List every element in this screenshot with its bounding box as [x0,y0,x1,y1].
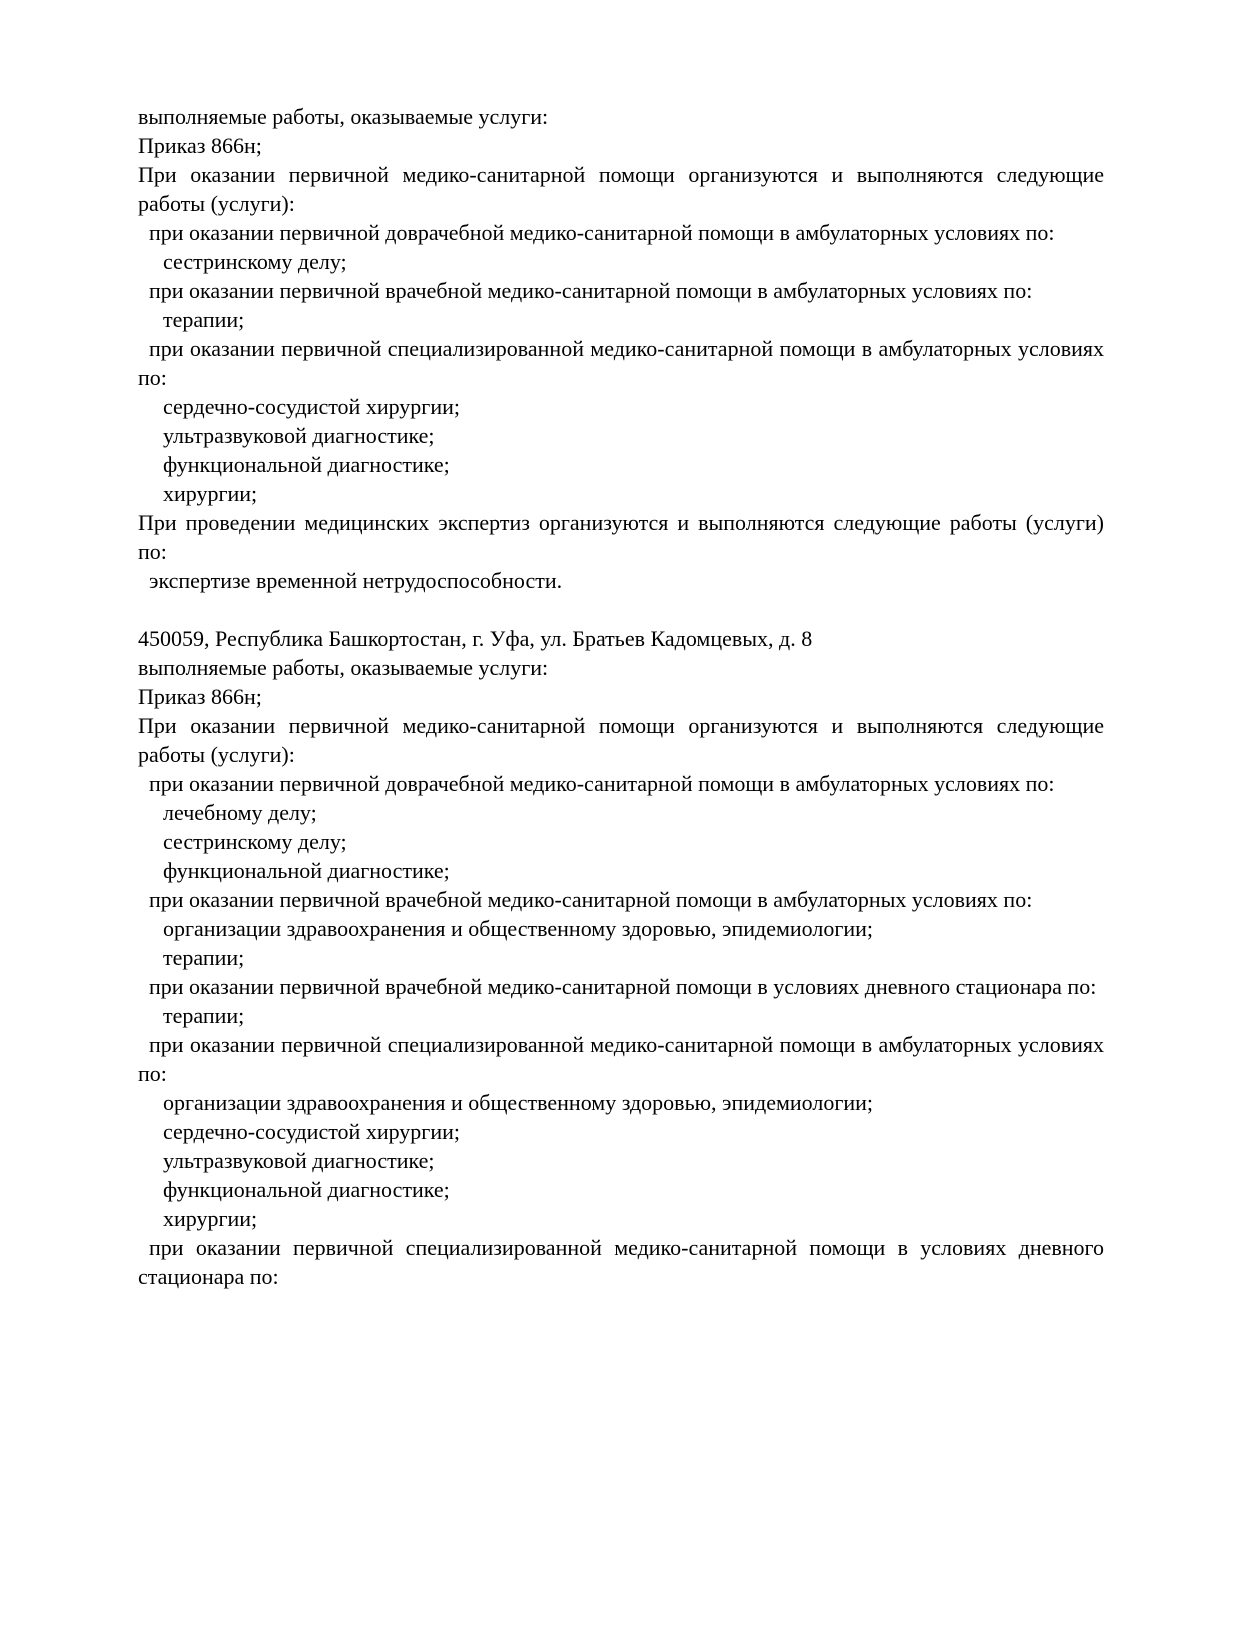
doc-line: Приказ 866н; [138,684,262,709]
license-works-services-text [138,102,1104,1291]
doc-line: хирургии; [163,1206,258,1231]
doc-line: при оказании первичной врачебной медико-санитарной помощи в условиях дневного стационара по: [149,974,1097,999]
doc-line: Приказ 866н; [138,133,262,158]
doc-line: терапии; [163,307,245,332]
doc-line: лечебному делу; [163,800,317,825]
doc-line: при оказании первичной специализированной медико-санитарной помощи в условиях дневного стационара по: [138,1235,1104,1289]
doc-line: терапии; [163,1003,245,1028]
doc-line: сердечно-сосудистой хирургии; [163,394,460,419]
doc-line: сердечно-сосудистой хирургии; [163,1119,460,1144]
doc-blank-line [138,595,1104,624]
doc-line: При оказании первичной медико-санитарной помощи организуются и выполняются следующие работы (услуги): [138,713,1104,767]
doc-line: функциональной диагностике; [163,858,450,883]
doc-line: 450059, Республика Башкортостан, г. Уфа, ул. Братьев Кадомцевых, д. 8 [138,626,813,651]
doc-line: При оказании первичной медико-санитарной помощи организуются и выполняются следующие работы (услуги): [138,162,1104,216]
doc-line: сестринскому делу; [163,249,347,274]
doc-line: функциональной диагностике; [163,1177,450,1202]
doc-line: хирургии; [163,481,258,506]
doc-line: ультразвуковой диагностике; [163,423,435,448]
doc-line: при оказании первичной врачебной медико-санитарной помощи в амбулаторных условиях по: [149,887,1033,912]
doc-line: терапии; [163,945,245,970]
doc-line: при оказании первичной специализированной медико-санитарной помощи в амбулаторных условиях по: [138,336,1104,390]
doc-line: при оказании первичной врачебной медико-санитарной помощи в амбулаторных условиях по: [149,278,1033,303]
doc-line: при оказании первичной доврачебной медико-санитарной помощи в амбулаторных условиях по: [149,220,1055,245]
doc-line: выполняемые работы, оказываемые услуги: [138,104,549,129]
doc-line: При проведении медицинских экспертиз организуются и выполняются следующие работы (услуги) по: [138,510,1104,564]
doc-line: организации здравоохранения и общественному здоровью, эпидемиологии; [163,1090,874,1115]
doc-line: функциональной диагностике; [163,452,450,477]
doc-line: сестринскому делу; [163,829,347,854]
doc-line: при оказании первичной доврачебной медико-санитарной помощи в амбулаторных условиях по: [149,771,1055,796]
doc-line: при оказании первичной специализированной медико-санитарной помощи в амбулаторных условиях по: [138,1032,1104,1086]
doc-line: ультразвуковой диагностике; [163,1148,435,1173]
doc-line: организации здравоохранения и общественному здоровью, эпидемиологии; [163,916,874,941]
doc-line: выполняемые работы, оказываемые услуги: [138,655,549,680]
doc-line: экспертизе временной нетрудоспособности. [149,568,563,593]
